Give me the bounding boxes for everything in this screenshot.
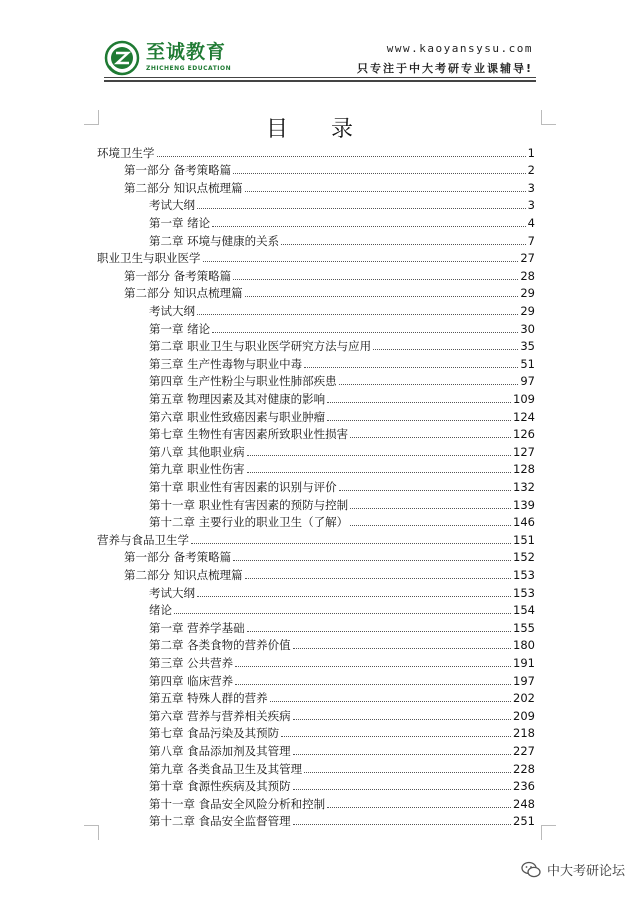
toc-entry[interactable] [149,582,535,600]
toc-leader-dots [197,596,511,597]
toc-entry-page: 127 [513,444,535,459]
toc-entry[interactable] [149,494,535,512]
toc-entry-page: 3 [527,198,535,213]
toc-entry-label: 第十一章 食品安全风险分析和控制 [149,796,326,811]
toc-entry[interactable] [149,476,535,494]
toc-leader-dots [212,226,526,227]
toc-entry-label: 营养与食品卫生学 [97,532,189,547]
toc-leader-dots [233,173,526,174]
toc-entry-label: 第一章 营养学基础 [149,620,245,635]
toc-leader-dots [212,332,518,333]
toc-leader-dots [245,578,511,579]
toc-entry-page: 251 [513,814,535,829]
toc-entry-page: 4 [527,215,535,230]
toc-leader-dots [247,455,511,456]
toc-entry-page: 51 [520,356,535,371]
toc-leader-dots [197,208,526,209]
corner-mark-bottom-right [541,825,556,840]
toc-entry-page: 109 [513,391,535,406]
toc-leader-dots [293,824,511,825]
toc-entry[interactable] [149,617,535,635]
toc-entry-label: 第十二章 主要行业的职业卫生（了解） [149,515,349,530]
corner-mark-bottom-left [84,825,99,840]
site-slogan: 只专注于中大考研专业课辅导! [356,62,533,75]
toc-entry-page: 191 [513,655,535,670]
toc-leader-dots [247,631,511,632]
toc-entry-label: 第一部分 备考策略篇 [124,163,232,178]
site-url: www.kaoyansysu.com [386,42,533,55]
toc-entry[interactable] [149,212,535,230]
toc-entry-label: 第二部分 知识点梳理篇 [124,286,243,301]
toc-entry[interactable] [124,547,535,565]
toc-leader-dots [245,296,519,297]
toc-entry-label: 第一部分 备考策略篇 [124,550,232,565]
toc-leader-dots [191,543,511,544]
toc-leader-dots [304,772,511,773]
toc-entry[interactable] [149,353,535,371]
toc-entry[interactable] [149,635,535,653]
header-rule-thick [104,80,536,82]
toc-entry[interactable] [97,248,535,266]
watermark [521,860,625,879]
toc-entry-page: 236 [513,779,535,794]
toc-entry-label: 第十二章 食品安全监督管理 [149,814,291,829]
toc-leader-dots [235,684,511,685]
watermark-text: 中大考研论坛 [546,864,625,879]
toc-entry[interactable] [97,529,535,547]
toc-entry[interactable] [149,776,535,794]
toc-entry-label: 第六章 职业性致癌因素与职业肿瘤 [149,409,326,424]
toc-entry-page: 27 [520,251,535,266]
toc-entry-label: 第二章 各类食物的营养价值 [149,638,291,653]
toc-leader-dots [197,314,518,315]
toc-entry[interactable] [149,336,535,354]
toc-entry-page: 126 [513,427,535,442]
toc-entry[interactable] [149,758,535,776]
toc-entry-page: 209 [513,708,535,723]
toc-entry-label: 第一章 绪论 [149,321,211,336]
toc-entry-label: 第二章 职业卫生与职业医学研究方法与应用 [149,339,372,354]
toc-entry-label: 第十一章 职业性有害因素的预防与控制 [149,497,349,512]
toc-leader-dots [293,789,511,790]
toc-entry-label: 考试大纲 [149,303,195,318]
toc-entry-page: 29 [520,303,535,318]
toc-leader-dots [339,384,519,385]
toc-entry[interactable] [149,195,535,213]
toc-entry-label: 第三章 生产性毒物与职业中毒 [149,356,303,371]
toc-leader-dots [270,701,511,702]
toc-entry-page: 146 [513,515,535,530]
toc-entry-label: 环境卫生学 [97,145,155,160]
toc-leader-dots [293,719,511,720]
toc-entry-label: 第一部分 备考策略篇 [124,268,232,283]
toc-entry[interactable] [149,406,535,424]
toc-leader-dots [327,402,511,403]
toc-entry-page: 97 [520,374,535,389]
toc-entry-page: 180 [513,638,535,653]
toc-entry-page: 228 [513,761,535,776]
logo-subtitle: ZHICHENG EDUCATION [146,65,232,72]
toc-entry-page: 28 [520,268,535,283]
toc-entry-label: 考试大纲 [149,198,195,213]
toc-leader-dots [233,279,518,280]
toc-entry-page: 7 [527,233,535,248]
toc-entry-label: 第八章 其他职业病 [149,444,245,459]
toc-leader-dots [293,648,511,649]
toc-entry[interactable] [149,723,535,741]
toc-entry-label: 第三章 公共营养 [149,655,234,670]
toc-leader-dots [293,754,511,755]
toc-entry[interactable] [124,265,535,283]
toc-entry-page: 153 [513,567,535,582]
toc-leader-dots [327,420,511,421]
toc-entry[interactable] [149,512,535,530]
toc-entry-page: 202 [513,691,535,706]
toc-entry-label: 第五章 物理因素及其对健康的影响 [149,391,326,406]
toc-leader-dots [350,437,511,438]
toc-leader-dots [327,807,511,808]
toc-entry-page: 151 [513,532,535,547]
toc-entry[interactable] [124,564,535,582]
toc-entry[interactable] [149,740,535,758]
toc-entry[interactable] [149,688,535,706]
toc-entry-label: 第十章 食源性疾病及其预防 [149,779,291,794]
toc-entry[interactable] [149,705,535,723]
toc-leader-dots [157,156,526,157]
toc-entry[interactable] [149,388,535,406]
toc-leader-dots [233,560,511,561]
toc-entry[interactable] [149,441,535,459]
toc-entry-label: 第七章 食品污染及其预防 [149,726,280,741]
toc-entry[interactable] [124,177,535,195]
toc-entry[interactable] [97,142,535,160]
toc-entry-label: 第九章 各类食品卫生及其管理 [149,761,303,776]
toc-entry-page: 218 [513,726,535,741]
toc-entry[interactable] [149,424,535,442]
toc-leader-dots [281,736,511,737]
page-title: 目 录 [266,117,371,142]
toc-entry-page: 3 [527,180,535,195]
header-rule [104,77,536,78]
toc-entry[interactable] [149,793,535,811]
toc-entry-label: 第八章 食品添加剂及其管理 [149,743,291,758]
toc-leader-dots [235,666,511,667]
toc-leader-dots [245,191,526,192]
toc-entry-label: 第六章 营养与营养相关疾病 [149,708,291,723]
toc-entry-page: 124 [513,409,535,424]
toc-entry-page: 128 [513,462,535,477]
toc-entry[interactable] [149,230,535,248]
toc-leader-dots [281,244,526,245]
toc-leader-dots [304,367,518,368]
toc-entry-label: 考试大纲 [149,585,195,600]
page-header [0,0,637,82]
toc-entry[interactable] [149,600,535,618]
wechat-icon [521,861,541,879]
toc-leader-dots [203,261,519,262]
toc-entry-label: 第二章 环境与健康的关系 [149,233,280,248]
toc-entry-label: 第二部分 知识点梳理篇 [124,567,243,582]
toc-leader-dots [174,613,511,614]
toc-entry[interactable] [149,459,535,477]
toc-entry[interactable] [149,371,535,389]
toc-entry-page: 2 [527,163,535,178]
toc-entry-page: 155 [513,620,535,635]
toc-entry[interactable] [149,318,535,336]
toc-entry-label: 第一章 绪论 [149,215,211,230]
toc-entry-label: 第四章 生产性粉尘与职业性肺部疾患 [149,374,337,389]
toc-entry[interactable] [149,300,535,318]
toc-entry-page: 139 [513,497,535,512]
toc-entry-page: 29 [520,286,535,301]
toc-leader-dots [373,349,518,350]
toc-leader-dots [350,508,511,509]
toc-entry-page: 1 [527,145,535,160]
toc-entry-label: 第七章 生物性有害因素所致职业性损害 [149,427,349,442]
toc-entry-page: 30 [520,321,535,336]
toc-entry-label: 第四章 临床营养 [149,673,234,688]
toc-entry-page: 35 [520,339,535,354]
toc-entry-label: 第九章 职业性伤害 [149,462,245,477]
toc-entry-label: 第二部分 知识点梳理篇 [124,180,243,195]
toc-leader-dots [339,490,511,491]
toc-leader-dots [247,472,511,473]
toc-leader-dots [350,525,511,526]
toc-entry-page: 154 [513,603,535,618]
toc-entry-page: 197 [513,673,535,688]
toc-entry-page: 132 [513,479,535,494]
toc-entry[interactable] [124,283,535,301]
logo-text: 至诚教育 [146,41,227,63]
toc-entry-label: 职业卫生与职业医学 [97,251,201,266]
toc-entry-page: 227 [513,743,535,758]
logo-icon [104,40,140,76]
toc-entry-label: 绪论 [149,603,172,618]
toc-entry-page: 152 [513,550,535,565]
toc-entry-page: 248 [513,796,535,811]
toc-entry[interactable] [149,811,535,829]
toc-entry[interactable] [149,652,535,670]
toc-entry-page: 153 [513,585,535,600]
toc-entry-label: 第五章 特殊人群的营养 [149,691,268,706]
toc-entry[interactable] [149,670,535,688]
toc-entry-label: 第十章 职业性有害因素的识别与评价 [149,479,337,494]
toc-entry[interactable] [124,160,535,178]
